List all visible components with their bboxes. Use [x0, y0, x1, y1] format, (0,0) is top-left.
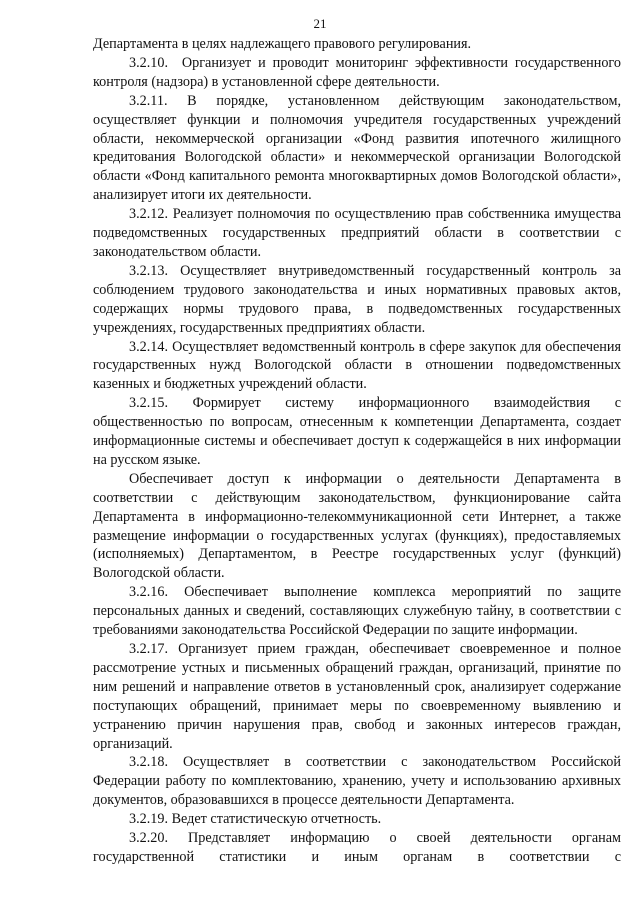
paragraph-3-2-12: 3.2.12. Реализует полномочия по осуществлению прав собственника имущества подведомственных государственных предприятий области в соответствии с законодательством области.: [93, 206, 621, 260]
page-number: 21: [313, 16, 327, 31]
paragraph-3-2-13: 3.2.13. Осуществляет внутриведомственный государственный контроль за соблюдением трудового законодательства и иных нормативных правовых актов, содержащих нормы трудового права, в подведомственных государственных учреждениях, государственных предприятиях области.: [93, 262, 621, 336]
paragraph-3-2-16: 3.2.16. Обеспечивает выполнение комплекса мероприятий по защите персональных данных и сведений, составляющих служебную тайну, в соответствии с требованиями законодательства Российской Федерации по защите информации.: [93, 584, 621, 639]
paragraph-3-2-18: 3.2.18. Осуществляет в соответствии с законодательством Российской Федерации работу по комплектованию, хранению, учету и использованию архивных документов, образовавшихся в процессе деятельности Департамента.: [93, 754, 621, 809]
document-body: [93, 35, 621, 867]
paragraph-3-2-17: 3.2.17. Организует прием граждан, обеспечивает своевременное и полное рассмотрение устных и письменных обращений граждан, организаций, принятие по ним решений и направление ответов в установленный срок, анализирует содержание поступающих обращений, принимает меры по своевременному выявлению и устранению причин нарушения прав, свобод и законных интересов граждан, организаций.: [93, 641, 621, 752]
paragraph-3-2-10: 3.2.10. Организует и проводит мониторинг эффективности государственного контроля (надзора) в установленной сфере деятельности.: [93, 54, 621, 90]
paragraph-continuation: Департамента в целях надлежащего правового регулирования.: [93, 36, 472, 52]
paragraph-access-to-information: Обеспечивает доступ к информации о деятельности Департамента в соответствии с действующим законодательством, функционирование сайта Департамента в информационно-телекоммуникационной сети Интернет, а также размещение информации о государственных услугах (функциях), предоставляемых (исполняемых) Департаментом, в Реестре государственных услуг (функций) Вологодской области.: [93, 470, 621, 582]
paragraph-3-2-20: 3.2.20. Представляет информацию о своей деятельности органам государственной статистики и иным органам в соответствии с: [93, 830, 621, 865]
paragraph-3-2-14: 3.2.14. Осуществляет ведомственный контроль в сфере закупок для обеспечения государственных нужд Вологодской области в отношении подведомственных казенных и бюджетных учреждений области.: [93, 338, 621, 393]
paragraph-3-2-19: 3.2.19. Ведет статистическую отчетность.: [129, 811, 382, 828]
paragraph-3-2-11: 3.2.11. В порядке, установленном действующим законодательством, осуществляет функции и полномочия учредителя государственных учреждений области, некоммерческой организации «Фонд развития ипотечного жилищного кредитования Вологодской области» и некоммерческой организации Вологодской области «Фонд капитального ремонта многоквартирных домов Вологодской области», анализирует итоги их деятельности.: [93, 92, 621, 204]
paragraph-3-2-15: 3.2.15. Формирует систему информационного взаимодействия с общественностью по вопросам, отнесенным к компетенции Департамента, создает информационные системы и обеспечивает доступ к содержащейся в них информации на русском языке.: [93, 395, 621, 468]
